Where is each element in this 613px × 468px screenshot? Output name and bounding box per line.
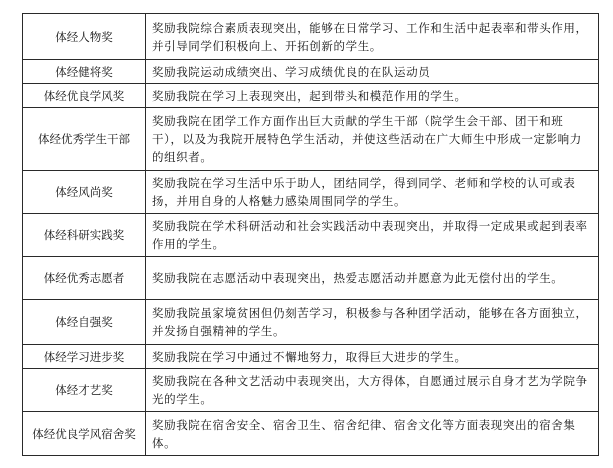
table-row (23, 345, 599, 369)
award-description-cell: 奖励我院在学习生活中乐于助人，团结同学，得到同学、老师和学校的认可或表扬，并用自身的人格魅力感染周围同学的学生。 (146, 171, 599, 214)
table-row (23, 171, 599, 214)
table-row (23, 84, 599, 108)
award-name-cell: 体经优秀志愿者 (23, 257, 146, 300)
award-name-cell: 体经优秀学生干部 (23, 108, 146, 171)
table-row (23, 60, 599, 84)
award-description-cell: 奖励我院在宿舍安全、宿舍卫生、宿舍纪律、宿舍文化等方面表现突出的宿舍集体。 (146, 412, 599, 456)
award-description-cell: 奖励我院在各种文艺活动中表现突出，大方得体，自愿通过展示自身才艺为学院争光的学生。 (146, 369, 599, 412)
table-row (23, 14, 599, 60)
table-row (23, 412, 599, 456)
award-description-cell: 奖励我院在志愿活动中表现突出，热爱志愿活动并愿意为此无偿付出的学生。 (146, 257, 599, 300)
award-name-cell: 体经健将奖 (23, 60, 146, 84)
table-row (23, 214, 599, 257)
table-row (23, 369, 599, 412)
award-description-cell: 奖励我院虽家境贫困但仍刻苦学习，积极参与各种团学活动，能够在各方面独立，并发扬自强精神的学生。 (146, 300, 599, 345)
award-description-cell: 奖励我院在学习上表现突出，起到带头和模范作用的学生。 (146, 84, 599, 108)
award-description-cell: 奖励我院在团学工作方面作出巨大贡献的学生干部（院学生会干部、团干和班干），以及为我院开展特色学生活动，并使这些活动在广大师生中形成一定影响力的组织者。 (146, 108, 599, 171)
award-name-cell: 体经优良学风奖 (23, 84, 146, 108)
award-name-cell: 体经学习进步奖 (23, 345, 146, 369)
award-name-cell: 体经才艺奖 (23, 369, 146, 412)
awards-table (22, 13, 599, 456)
award-name-cell: 体经人物奖 (23, 14, 146, 60)
award-description-cell: 奖励我院在学习中通过不懈地努力，取得巨大进步的学生。 (146, 345, 599, 369)
table-row (23, 257, 599, 300)
award-description-cell: 奖励我院运动成绩突出、学习成绩优良的在队运动员 (146, 60, 599, 84)
award-name-cell: 体经风尚奖 (23, 171, 146, 214)
award-name-cell: 体经科研实践奖 (23, 214, 146, 257)
award-name-cell: 体经自强奖 (23, 300, 146, 345)
award-name-cell: 体经优良学风宿舍奖 (23, 412, 146, 456)
table-row (23, 300, 599, 345)
award-description-cell: 奖励我院综合素质表现突出，能够在日常学习、工作和生活中起表率和带头作用，并引导同学们积极向上、开拓创新的学生。 (146, 14, 599, 60)
table-row (23, 108, 599, 171)
award-description-cell: 奖励我院在学术科研活动和社会实践活动中表现突出，并取得一定成果或起到表率作用的学生。 (146, 214, 599, 257)
